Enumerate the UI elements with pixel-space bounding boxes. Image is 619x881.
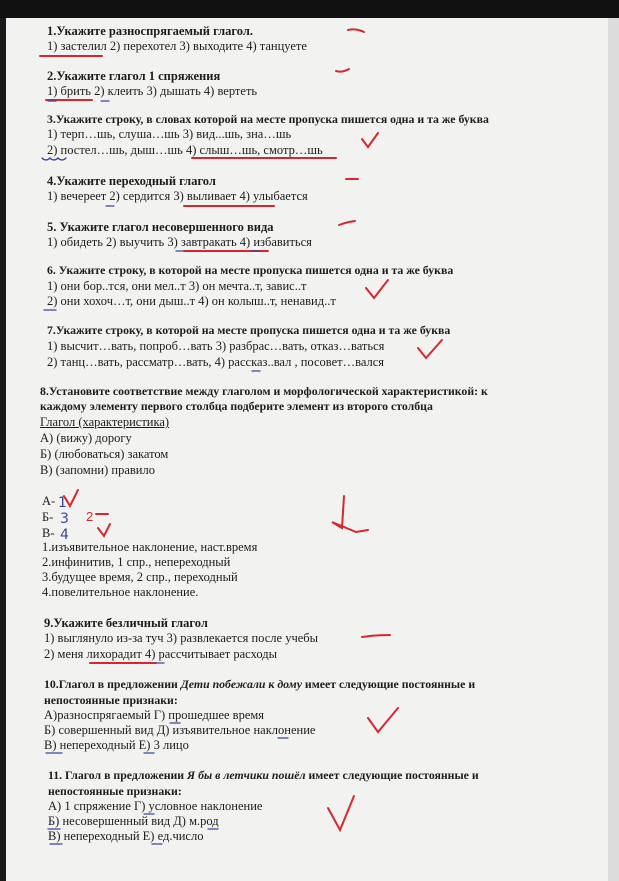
q8-title-line1: 8.Установите соответствие между глаголом и морфологической характеристикой: к bbox=[40, 384, 488, 398]
q11-check-mark bbox=[328, 796, 354, 830]
q8-char-3: 3.будущее время, 2 спр., переходный bbox=[42, 570, 238, 584]
q7-line1: 1) высчит…вать, попроб…вать 3) разбрас…вать, отказ…ваться bbox=[47, 339, 385, 353]
q11-title bbox=[48, 768, 479, 782]
q8-item-v: В) (запомни) правило bbox=[40, 463, 155, 477]
q8-title-line2: каждому элементу первого столбца подберите элемент из второго столбца bbox=[40, 399, 433, 413]
q4-title: 4.Укажите переходный глагол bbox=[47, 174, 216, 188]
q11-line3: В) непереходный Е) ед.число bbox=[48, 829, 204, 843]
q10-sentence: Дети побежали к дому bbox=[180, 677, 302, 691]
q6-line2: 2) они хохоч…т, они дыш..т 4) он колыш..т, ненавид..т bbox=[47, 294, 336, 308]
q9-title: 9.Укажите безличный глагол bbox=[44, 616, 208, 630]
q10-title-start: 10.Глагол в предложении bbox=[44, 677, 181, 691]
q2-dash-mark bbox=[336, 69, 349, 72]
scrollbar-strip bbox=[608, 18, 619, 881]
q7-title: 7.Укажите строку, в которой на месте пропуска пишется одна и та же буква bbox=[47, 323, 451, 337]
q3-title: 3.Укажите строку, в словах которой на месте пропуска пишется одна и та же буква bbox=[47, 112, 489, 126]
q1-options: 1) застелил 2) перехотел 3) выходите 4) танцуете bbox=[47, 39, 307, 53]
q2-options: 1) брить 2) клеить 3) дышать 4) вертеть bbox=[47, 84, 258, 98]
top-bar bbox=[0, 0, 619, 18]
q8-answer-b: Б- bbox=[42, 510, 54, 524]
q8-handwritten-b-correction: 2 bbox=[86, 509, 94, 524]
q8-v-check bbox=[98, 524, 110, 536]
q6-check-mark bbox=[366, 280, 388, 298]
q10-line2: Б) совершенный вид Д) изъявительное наклонение bbox=[44, 723, 316, 737]
worksheet-page bbox=[6, 18, 608, 881]
q8-item-a: А) (вижу) дорогу bbox=[40, 431, 132, 445]
q7-check-mark bbox=[418, 340, 442, 358]
q10-line1: А)разноспрягаемый Г) прошедшее время bbox=[44, 708, 265, 722]
q8-answer-a: А- bbox=[42, 494, 56, 508]
q8-char-1: 1.изъявительное наклонение, наст.время bbox=[42, 540, 258, 554]
q5-title: 5. Укажите глагол несовершенного вида bbox=[47, 220, 274, 234]
q11-title-end: имеет следующие постоянные и bbox=[305, 768, 479, 782]
q10-line3: В) непереходный Е) 3 лицо bbox=[44, 738, 189, 752]
q8-item-b: Б) (любоваться) закатом bbox=[40, 447, 169, 461]
q9-line2: 2) меня лихорадит 4) рассчитывает расходы bbox=[44, 647, 277, 661]
q10-title-line2: непостоянные признаки: bbox=[44, 693, 178, 707]
q6-title: 6. Укажите строку, в которой на месте пропуска пишется одна и та же буква bbox=[47, 263, 454, 277]
q11-title-line2: непостоянные признаки: bbox=[48, 784, 182, 798]
q8-red-mark bbox=[332, 496, 368, 532]
q8-a-check bbox=[64, 490, 78, 506]
q1-title: 1.Укажите разноспрягаемый глагол. bbox=[47, 24, 253, 38]
q3-line2: 2) постел…шь, дыш…шь 4) слыш…шь, смотр…шь bbox=[47, 143, 323, 157]
q8-handwritten-b: 3 bbox=[60, 511, 69, 527]
q5-options: 1) обидеть 2) выучить 3) завтракать 4) избавиться bbox=[47, 235, 312, 249]
q11-line1: А) 1 спряжение Г) условное наклонение bbox=[48, 799, 263, 813]
q4-options: 1) вечереет 2) сердится 3) выливает 4) улыбается bbox=[47, 189, 308, 203]
q11-sentence: Я бы в летчики пошёл bbox=[187, 768, 306, 782]
q3-blue-scribble bbox=[42, 158, 66, 160]
q1-dash-mark bbox=[348, 29, 364, 32]
q10-title-end: имеет следующие постоянные и bbox=[301, 677, 476, 691]
q10-check-mark bbox=[368, 708, 398, 732]
q9-dash-mark bbox=[362, 635, 390, 637]
q8-column-header: Глагол (характеристика) bbox=[40, 415, 170, 429]
q8-char-2: 2.инфинитив, 1 спр., непереходный bbox=[42, 555, 231, 569]
q11-title-start: 11. Глагол в предложении bbox=[48, 768, 188, 782]
q8-char-4: 4.повелительное наклонение. bbox=[42, 585, 199, 599]
q10-title bbox=[44, 677, 475, 691]
q5-dash-mark bbox=[339, 221, 355, 225]
q8-handwritten-a: 1 bbox=[58, 495, 67, 511]
q7-line2: 2) танц…вать, рассматр…вать, 4) рассказ..вал , посовет…вался bbox=[47, 355, 385, 369]
q8-answer-v: В- bbox=[42, 526, 55, 540]
q6-line1: 1) они бор..тся, они мел..т 3) он мечта..т, завис..т bbox=[47, 279, 307, 293]
q3-line1: 1) терп…шь, слуша…шь 3) вид...шь, зна…шь bbox=[47, 127, 292, 141]
q3-check-mark bbox=[362, 133, 378, 147]
q9-line1: 1) выглянуло из-за туч 3) развлекается после учебы bbox=[44, 631, 319, 645]
q8-handwritten-v: 4 bbox=[60, 527, 69, 543]
q2-title: 2.Укажите глагол 1 спряжения bbox=[47, 69, 221, 83]
q11-line2: Б) несовершенный вид Д) м.род bbox=[48, 814, 219, 828]
